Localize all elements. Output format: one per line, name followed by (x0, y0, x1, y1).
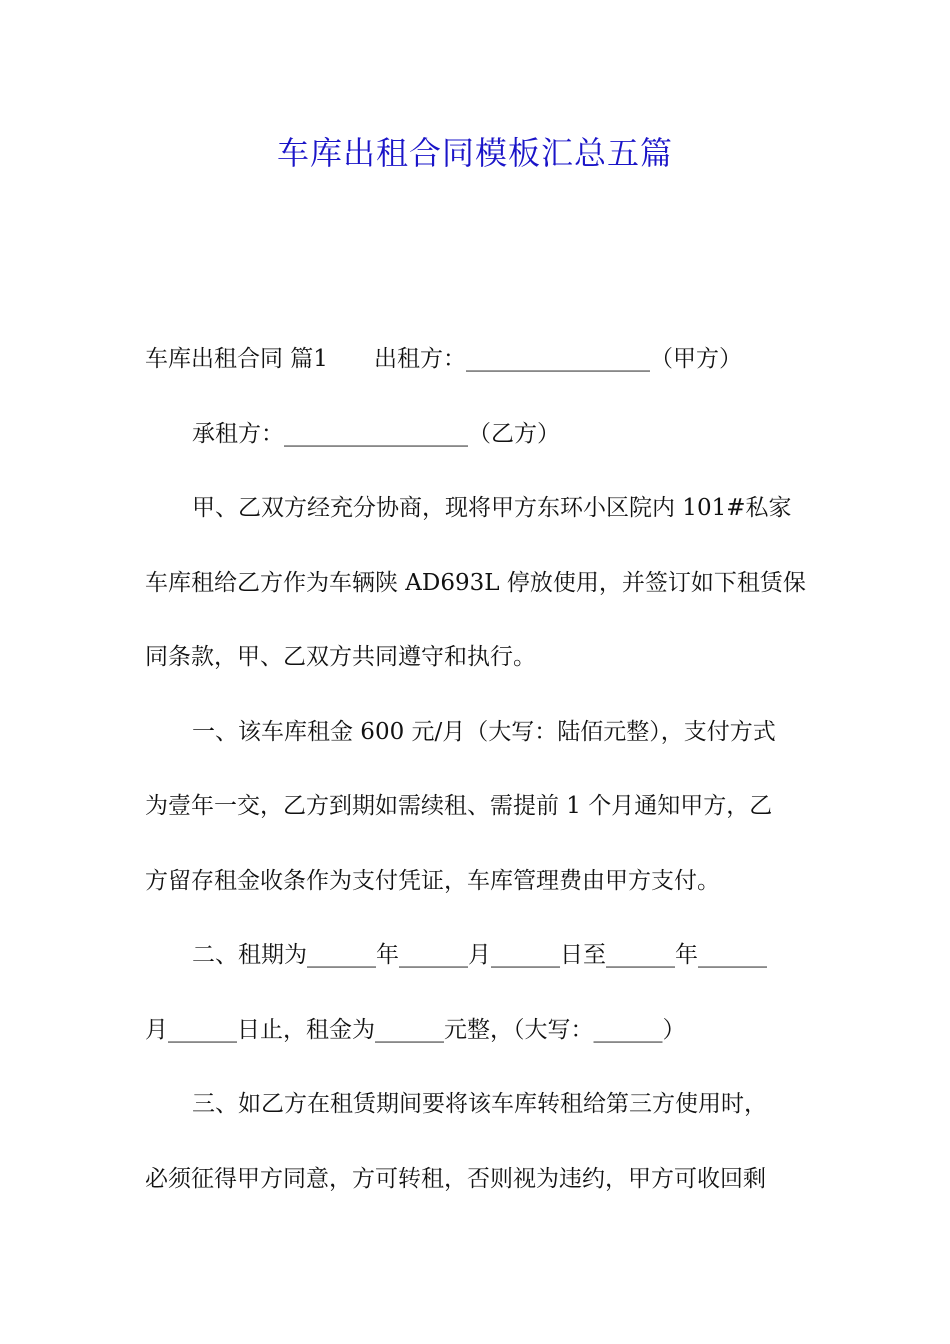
body-line: 车库租给乙方作为车辆陕 AD693L 停放使用，并签订如下租赁保 (145, 569, 806, 596)
document-body (145, 338, 810, 1232)
body-line: 方留存租金收条作为支付凭证，车库管理费由甲方支付。 (145, 867, 720, 894)
clause-1-line: 一、该车库租金 600 元/月（大写：陆佰元整），支付方式 (192, 718, 776, 745)
body-line (145, 338, 810, 413)
document-title: 车库出租合同模板汇总五篇 (276, 134, 673, 172)
body-line: 必须征得甲方同意，方可转租，否则视为违约，甲方可收回剩 (145, 1165, 766, 1192)
lessee-line: 承租方：________________（乙方） (192, 420, 560, 447)
body-line: 甲、乙双方经充分协商，现将甲方东环小区院内 101#私家 (192, 495, 792, 521)
body-line: 月______日止，租金为______元整，（大写：______） (145, 1016, 686, 1043)
body-line: 同条款，甲、乙双方共同遵守和执行。 (145, 644, 536, 670)
clause-3-line: 三、如乙方在租赁期间要将该车库转租给第三方使用时， (192, 1091, 767, 1117)
section-heading: 车库出租合同 篇1 (145, 346, 328, 372)
lessor-field: 出租方：________________（甲方） (373, 346, 742, 372)
clause-2-line: 二、租期为______年______月______日至______年______ (192, 942, 767, 968)
body-line: 为壹年一交，乙方到期如需续租、需提前 1 个月通知甲方，乙 (145, 793, 773, 819)
